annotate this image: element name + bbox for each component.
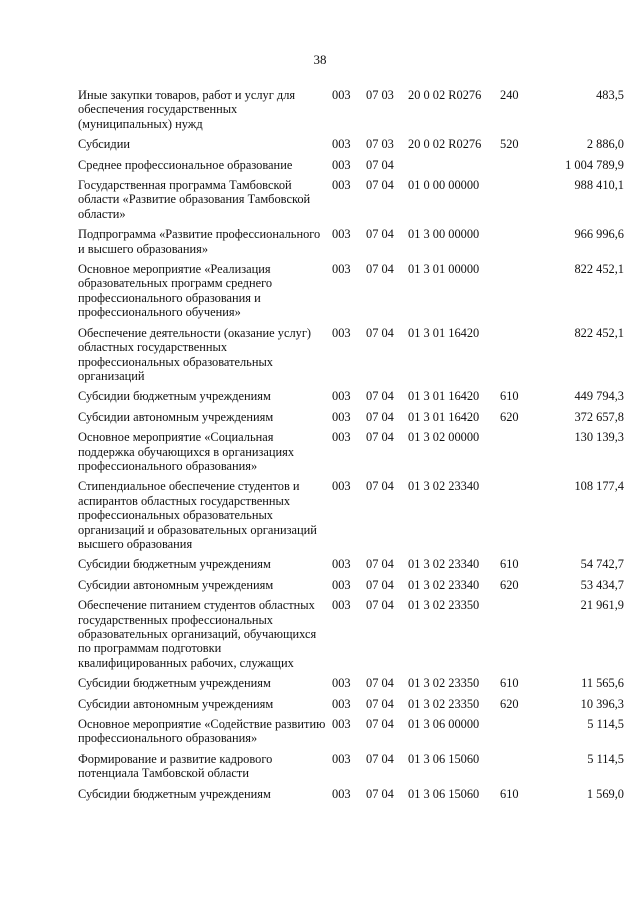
- section-code: 07 03: [366, 88, 394, 102]
- expense-type-code: 240: [500, 88, 519, 102]
- section-code: 07 04: [366, 262, 394, 277]
- section-code-cell: [366, 326, 408, 390]
- department-code-cell: [332, 697, 366, 717]
- budget-table: [78, 88, 624, 807]
- table-row: [78, 479, 624, 557]
- amount-cell: [532, 430, 624, 479]
- expense-name: Субсидии автономным учреждениям: [78, 409, 274, 424]
- section-code-cell: [366, 479, 408, 557]
- amount: 372 657,8: [574, 409, 624, 424]
- section-code-cell: [366, 262, 408, 326]
- expense-name-cell: [78, 410, 332, 430]
- expense-name-cell: [78, 326, 332, 390]
- expense-type-code-cell: [500, 326, 532, 390]
- expense-type-code: 610: [500, 389, 519, 404]
- department-code: 003: [332, 137, 351, 152]
- table-row: [78, 227, 624, 262]
- amount: 483,5: [596, 88, 624, 102]
- department-code-cell: [332, 717, 366, 752]
- expense-name: Основное мероприятие «Содействие развитию профессионального образования»: [78, 717, 326, 746]
- department-code-cell: [332, 479, 366, 557]
- section-code-cell: [366, 697, 408, 717]
- department-code-cell: [332, 598, 366, 676]
- department-code-cell: [332, 178, 366, 227]
- target-article-code: 20 0 02 R0276: [408, 137, 482, 152]
- target-article-code-cell: [408, 88, 500, 137]
- target-article-code: 01 3 02 23350: [408, 598, 480, 613]
- amount: 11 565,6: [581, 676, 624, 691]
- section-code-cell: [366, 557, 408, 577]
- section-code: 07 04: [366, 227, 394, 242]
- amount-cell: [532, 697, 624, 717]
- target-article-code-cell: [408, 262, 500, 326]
- amount-cell: [532, 262, 624, 326]
- section-code: 07 04: [366, 717, 394, 732]
- section-code: 07 04: [366, 577, 394, 592]
- section-code-cell: [366, 389, 408, 409]
- page-number: 38: [313, 52, 327, 67]
- expense-type-code: 520: [500, 137, 519, 152]
- amount: 449 794,3: [574, 389, 624, 404]
- section-code-cell: [366, 410, 408, 430]
- department-code: 003: [332, 577, 351, 592]
- table-row: [78, 430, 624, 479]
- target-article-code: 01 3 02 00000: [408, 430, 480, 445]
- target-article-code: 01 3 06 15060: [408, 786, 480, 801]
- expense-name: Субсидии бюджетным учреждениям: [78, 389, 271, 404]
- expense-name: Обеспечение питанием студентов областных государственных профессиональных образовательных организаций, обучающихся по программам подготовки квалифицированных рабочих, служащих: [78, 598, 317, 670]
- target-article-code-cell: [408, 752, 500, 787]
- target-article-code-cell: [408, 578, 500, 598]
- section-code-cell: [366, 578, 408, 598]
- expense-name: Обеспечение деятельности (оказание услуг) областных государственных профессиональных образовательных организаций: [78, 325, 312, 383]
- amount: 822 452,1: [574, 262, 624, 277]
- section-code: 07 04: [366, 598, 394, 613]
- section-code: 07 04: [366, 389, 394, 404]
- expense-type-code-cell: [500, 88, 532, 137]
- expense-name-cell: [78, 717, 332, 752]
- department-code-cell: [332, 430, 366, 479]
- target-article-code: 01 0 00 00000: [408, 178, 480, 193]
- target-article-code-cell: [408, 137, 500, 157]
- section-code-cell: [366, 227, 408, 262]
- amount: 1 569,0: [586, 786, 624, 801]
- department-code-cell: [332, 676, 366, 696]
- section-code: 07 04: [366, 178, 394, 193]
- department-code: 003: [332, 557, 351, 572]
- target-article-code: 01 3 00 00000: [408, 227, 480, 242]
- department-code: 003: [332, 389, 351, 404]
- section-code-cell: [366, 430, 408, 479]
- target-article-code: 01 3 02 23340: [408, 557, 480, 572]
- amount: 822 452,1: [574, 325, 624, 340]
- target-article-code-cell: [408, 389, 500, 409]
- expense-type-code-cell: [500, 578, 532, 598]
- table-row: [78, 557, 624, 577]
- amount-cell: [532, 578, 624, 598]
- expense-name: Субсидии бюджетным учреждениям: [78, 676, 271, 691]
- department-code-cell: [332, 158, 366, 178]
- table-row: [78, 158, 624, 178]
- expense-name: Иные закупки товаров, работ и услуг для обеспечения государственных (муниципальных) нужд: [78, 88, 296, 131]
- department-code-cell: [332, 389, 366, 409]
- expense-type-code: 610: [500, 557, 519, 572]
- department-code: 003: [332, 325, 351, 340]
- table-row: [78, 697, 624, 717]
- amount-cell: [532, 389, 624, 409]
- table-row: [78, 752, 624, 787]
- department-code: 003: [332, 598, 351, 613]
- expense-name: Основное мероприятие «Реализация образовательных программ среднего профессионального образования и профессионального обучения»: [78, 262, 273, 320]
- target-article-code-cell: [408, 717, 500, 752]
- department-code: 003: [332, 717, 351, 732]
- table-row: [78, 676, 624, 696]
- target-article-code: 01 3 01 00000: [408, 262, 480, 277]
- amount-cell: [532, 178, 624, 227]
- expense-name: Среднее профессиональное образование: [78, 157, 293, 172]
- department-code: 003: [332, 430, 351, 445]
- section-code: 07 04: [366, 786, 394, 801]
- amount: 108 177,4: [574, 479, 624, 494]
- department-code-cell: [332, 227, 366, 262]
- expense-name-cell: [78, 787, 332, 807]
- department-code-cell: [332, 578, 366, 598]
- expense-type-code-cell: [500, 717, 532, 752]
- target-article-code-cell: [408, 326, 500, 390]
- target-article-code: 01 3 02 23350: [408, 676, 480, 691]
- amount: 10 396,3: [580, 696, 624, 711]
- target-article-code: 20 0 02 R0276: [408, 88, 482, 102]
- department-code-cell: [332, 326, 366, 390]
- target-article-code-cell: [408, 178, 500, 227]
- expense-name-cell: [78, 137, 332, 157]
- expense-name-cell: [78, 697, 332, 717]
- section-code: 07 04: [366, 430, 394, 445]
- expense-name-cell: [78, 88, 332, 137]
- expense-name: Государственная программа Тамбовской области «Развитие образования Тамбовской области»: [78, 178, 311, 221]
- expense-name-cell: [78, 430, 332, 479]
- expense-type-code-cell: [500, 410, 532, 430]
- department-code: 003: [332, 409, 351, 424]
- target-article-code-cell: [408, 158, 500, 178]
- expense-name: Формирование и развитие кадрового потенциала Тамбовской области: [78, 751, 273, 781]
- expense-type-code-cell: [500, 137, 532, 157]
- expense-name-cell: [78, 227, 332, 262]
- amount-cell: [532, 717, 624, 752]
- expense-type-code-cell: [500, 752, 532, 787]
- table-row: [78, 326, 624, 390]
- section-code-cell: [366, 598, 408, 676]
- section-code: 07 04: [366, 696, 394, 711]
- expense-name-cell: [78, 676, 332, 696]
- target-article-code-cell: [408, 410, 500, 430]
- expense-type-code: 610: [500, 786, 519, 801]
- department-code: 003: [332, 178, 351, 193]
- table-row: [78, 178, 624, 227]
- amount: 21 961,9: [580, 598, 624, 613]
- target-article-code: 01 3 06 15060: [408, 751, 480, 766]
- section-code: 07 04: [366, 479, 394, 494]
- section-code-cell: [366, 717, 408, 752]
- table-row: [78, 410, 624, 430]
- department-code: 003: [332, 227, 351, 242]
- amount-cell: [532, 326, 624, 390]
- section-code: 07 03: [366, 137, 394, 152]
- table-row: [78, 389, 624, 409]
- expense-name: Основное мероприятие «Социальная поддержка обучающихся в организациях профессионального образования»: [78, 430, 295, 473]
- target-article-code-cell: [408, 227, 500, 262]
- expense-type-code-cell: [500, 430, 532, 479]
- department-code: 003: [332, 479, 351, 494]
- table-row: [78, 88, 624, 137]
- section-code-cell: [366, 787, 408, 807]
- section-code: 07 04: [366, 409, 394, 424]
- target-article-code: 01 3 02 23340: [408, 577, 480, 592]
- expense-type-code-cell: [500, 557, 532, 577]
- section-code: 07 04: [366, 325, 394, 340]
- amount: 54 742,7: [580, 557, 624, 572]
- expense-type-code-cell: [500, 598, 532, 676]
- section-code: 07 04: [366, 751, 394, 766]
- department-code: 003: [332, 751, 351, 766]
- target-article-code: 01 3 01 16420: [408, 325, 480, 340]
- amount: 1 004 789,9: [565, 157, 624, 172]
- section-code-cell: [366, 752, 408, 787]
- department-code-cell: [332, 410, 366, 430]
- expense-type-code-cell: [500, 479, 532, 557]
- amount-cell: [532, 557, 624, 577]
- expense-name: Подпрограмма «Развитие профессионального и высшего образования»: [78, 227, 321, 256]
- expense-name-cell: [78, 578, 332, 598]
- amount: 966 996,6: [574, 227, 624, 242]
- department-code-cell: [332, 88, 366, 137]
- amount: 5 114,5: [587, 751, 624, 766]
- department-code-cell: [332, 787, 366, 807]
- expense-name: Субсидии автономным учреждениям: [78, 696, 274, 711]
- department-code-cell: [332, 752, 366, 787]
- department-code: 003: [332, 88, 351, 102]
- expense-name-cell: [78, 158, 332, 178]
- target-article-code: 01 3 06 00000: [408, 717, 480, 732]
- target-article-code-cell: [408, 557, 500, 577]
- section-code-cell: [366, 88, 408, 137]
- budget-table-body: [78, 88, 624, 807]
- table-row: [78, 578, 624, 598]
- amount-cell: [532, 676, 624, 696]
- target-article-code-cell: [408, 479, 500, 557]
- expense-name-cell: [78, 598, 332, 676]
- expense-type-code: 620: [500, 409, 519, 424]
- department-code: 003: [332, 786, 351, 801]
- amount-cell: [532, 137, 624, 157]
- target-article-code-cell: [408, 787, 500, 807]
- expense-type-code-cell: [500, 158, 532, 178]
- expense-name: Субсидии бюджетным учреждениям: [78, 786, 271, 801]
- expense-name-cell: [78, 178, 332, 227]
- department-code: 003: [332, 696, 351, 711]
- section-code: 07 04: [366, 157, 394, 172]
- amount: 130 139,3: [574, 430, 624, 445]
- expense-name: Стипендиальное обеспечение студентов и аспирантов областных государственных профессиональных образовательных организаций и образовательных организаций высшего образования: [78, 479, 317, 551]
- department-code: 003: [332, 157, 351, 172]
- target-article-code-cell: [408, 697, 500, 717]
- expense-name: Субсидии бюджетным учреждениям: [78, 557, 271, 572]
- expense-name: Субсидии автономным учреждениям: [78, 577, 274, 592]
- expense-name-cell: [78, 479, 332, 557]
- target-article-code-cell: [408, 430, 500, 479]
- section-code-cell: [366, 178, 408, 227]
- expense-type-code: 620: [500, 696, 519, 711]
- expense-type-code-cell: [500, 389, 532, 409]
- department-code: 003: [332, 262, 351, 277]
- expense-type-code: 620: [500, 577, 519, 592]
- expense-type-code-cell: [500, 676, 532, 696]
- department-code-cell: [332, 137, 366, 157]
- target-article-code: 01 3 01 16420: [408, 409, 480, 424]
- section-code: 07 04: [366, 676, 394, 691]
- target-article-code-cell: [408, 598, 500, 676]
- section-code-cell: [366, 158, 408, 178]
- target-article-code: 01 3 02 23340: [408, 479, 480, 494]
- table-row: [78, 262, 624, 326]
- expense-name-cell: [78, 262, 332, 326]
- table-row: [78, 137, 624, 157]
- expense-type-code-cell: [500, 178, 532, 227]
- expense-type-code-cell: [500, 787, 532, 807]
- amount-cell: [532, 227, 624, 262]
- table-row: [78, 598, 624, 676]
- expense-type-code-cell: [500, 227, 532, 262]
- amount-cell: [532, 158, 624, 178]
- target-article-code: 01 3 01 16420: [408, 389, 480, 404]
- amount: 53 434,7: [580, 577, 624, 592]
- amount-cell: [532, 88, 624, 137]
- section-code-cell: [366, 676, 408, 696]
- section-code: 07 04: [366, 557, 394, 572]
- amount-cell: [532, 752, 624, 787]
- amount-cell: [532, 410, 624, 430]
- section-code-cell: [366, 137, 408, 157]
- target-article-code-cell: [408, 676, 500, 696]
- amount-cell: [532, 598, 624, 676]
- amount: 5 114,5: [587, 717, 624, 732]
- expense-name: Субсидии: [78, 137, 130, 152]
- department-code: 003: [332, 676, 351, 691]
- expense-type-code-cell: [500, 697, 532, 717]
- target-article-code: 01 3 02 23350: [408, 696, 480, 711]
- expense-type-code-cell: [500, 262, 532, 326]
- expense-name-cell: [78, 389, 332, 409]
- table-row: [78, 717, 624, 752]
- amount-cell: [532, 479, 624, 557]
- expense-name-cell: [78, 557, 332, 577]
- amount-cell: [532, 787, 624, 807]
- amount: 988 410,1: [574, 178, 624, 193]
- department-code-cell: [332, 262, 366, 326]
- expense-type-code: 610: [500, 676, 519, 691]
- amount: 2 886,0: [586, 137, 624, 152]
- table-row: [78, 787, 624, 807]
- department-code-cell: [332, 557, 366, 577]
- expense-name-cell: [78, 752, 332, 787]
